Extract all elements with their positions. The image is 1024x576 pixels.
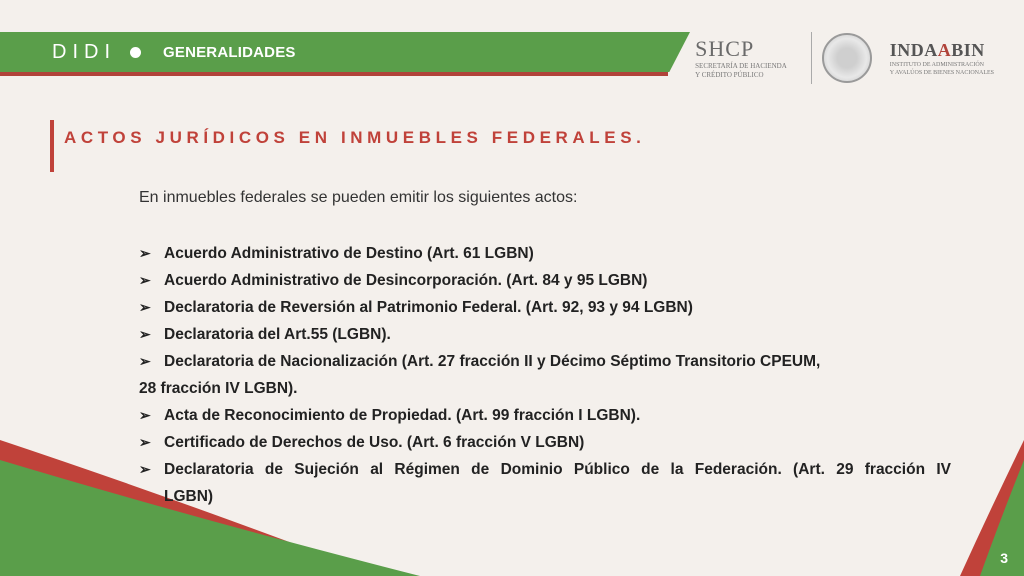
section-label: GENERALIDADES [163,43,296,61]
indaabin-logo [890,40,994,77]
arrow-bullet-icon: ➢ [139,461,151,477]
arrow-bullet-icon: ➢ [139,407,151,423]
arrow-bullet-icon: ➢ [139,353,151,369]
list-item: ➢ Declaratoria de Sujeción al Régimen de Dominio Público de la Federación. (Art. 29 fracción IV [139,456,951,483]
list-item: ➢ Declaratoria del Art.55 (LGBN). [139,321,951,348]
shcp-title: SHCP [695,36,755,61]
separator-dot-icon [130,47,141,58]
brand-label: DIDI [52,40,116,63]
shcp-logo [695,36,787,80]
header-band-accent [0,72,668,76]
header [0,32,690,72]
indaabin-title: INDAABIN [889,39,985,60]
list-item-continuation: 28 fracción IV LGBN). [139,380,298,397]
logos [695,30,994,86]
slide-title: ACTOS JURÍDICOS EN INMUEBLES FEDERALES. [64,128,646,147]
intro-text: En inmuebles federales se pueden emitir los siguientes actos: [139,189,578,206]
list-item: ➢ Acta de Reconocimiento de Propiedad. (Art. 99 fracción I LGBN). [139,402,951,429]
title-accent-bar [50,120,54,172]
list-item: ➢ Declaratoria de Reversión al Patrimonio Federal. (Art. 92, 93 y 94 LGBN) [139,294,951,321]
arrow-bullet-icon: ➢ [139,245,151,261]
arrow-bullet-icon: ➢ [139,272,151,288]
list-item-continuation: LGBN) [164,488,214,505]
logo-divider [811,32,812,84]
shcp-subtitle-1: SECRETARÍA DE HACIENDA [695,62,787,70]
acts-list [139,240,951,510]
arrow-bullet-icon: ➢ [139,434,151,450]
shcp-subtitle-2: Y CRÉDITO PÚBLICO [695,71,764,79]
indaabin-subtitle-1: INSTITUTO DE ADMINISTRACIÓN [889,61,984,68]
list-item: ➢ Declaratoria de Nacionalización (Art. 27 fracción II y Décimo Séptimo Transitorio CPEUM, [139,348,951,375]
list-item: ➢ Acuerdo Administrativo de Destino (Art. 61 LGBN) [139,240,951,267]
arrow-bullet-icon: ➢ [139,299,151,315]
list-item: ➢ Acuerdo Administrativo de Desincorporación. (Art. 84 y 95 LGBN) [139,267,951,294]
indaabin-subtitle-2: Y AVALÚOS DE BIENES NACIONALES [889,69,994,76]
arrow-bullet-icon: ➢ [139,326,151,342]
national-seal-icon [822,33,872,83]
page-number: 3 [1000,550,1008,566]
list-item: ➢ Certificado de Derechos de Uso. (Art. 6 fracción V LGBN) [139,429,951,456]
